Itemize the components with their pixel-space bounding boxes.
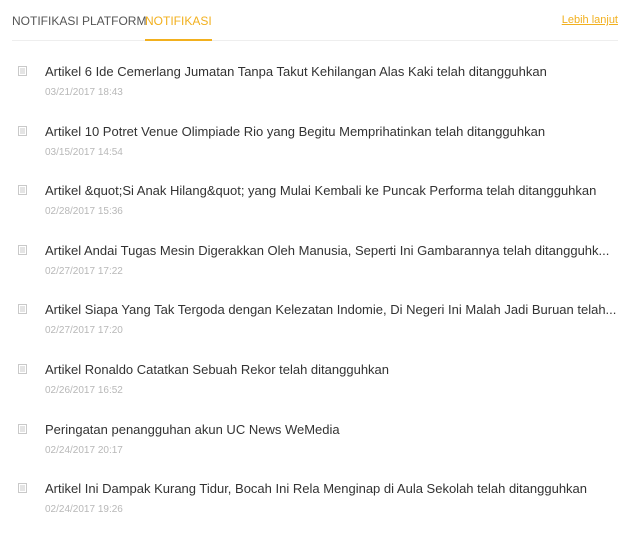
notification-timestamp: 02/24/2017 19:26	[45, 504, 123, 516]
notification-timestamp: 02/27/2017 17:20	[45, 325, 123, 337]
document-icon	[18, 185, 27, 195]
notification-title: Artikel Siapa Yang Tak Tergoda dengan Kelezatan Indomie, Di Negeri Ini Malah Jadi Buruan telah...	[45, 302, 617, 318]
notification-item[interactable]	[0, 118, 626, 178]
notification-title: Artikel Andai Tugas Mesin Digerakkan Oleh Manusia, Seperti Ini Gambarannya telah ditangguhk...	[45, 242, 610, 258]
notification-item[interactable]	[0, 296, 626, 356]
document-icon	[18, 364, 27, 374]
notification-item[interactable]	[0, 237, 626, 297]
document-icon	[18, 126, 27, 136]
document-icon	[18, 304, 27, 314]
tab-notifications[interactable]: NOTIFIKASI	[145, 14, 212, 28]
notification-header	[12, 0, 618, 41]
notification-title: Peringatan penangguhan akun UC News WeMedia	[45, 421, 340, 437]
document-icon	[18, 245, 27, 255]
notification-item[interactable]	[0, 177, 626, 237]
notification-item[interactable]	[0, 58, 626, 118]
notification-timestamp: 02/27/2017 17:22	[45, 265, 123, 277]
see-more-link[interactable]: Lebih lanjut	[561, 14, 618, 26]
notification-timestamp: 02/28/2017 15:36	[45, 206, 123, 218]
notification-list	[0, 58, 626, 535]
document-icon	[18, 483, 27, 493]
notification-title: Artikel 10 Potret Venue Olimpiade Rio yang Begitu Memprihatinkan telah ditangguhkan	[45, 123, 546, 139]
tab-platform-notifications[interactable]: NOTIFIKASI PLATFORM	[12, 14, 147, 28]
notification-title: Artikel 6 Ide Cemerlang Jumatan Tanpa Takut Kehilangan Alas Kaki telah ditangguhkan	[45, 64, 547, 79]
notification-timestamp: 03/21/2017 18:43	[45, 87, 123, 98]
document-icon	[18, 424, 27, 434]
notification-title: Artikel Ini Dampak Kurang Tidur, Bocah Ini Rela Menginap di Aula Sekolah telah ditangguhkan	[45, 481, 588, 497]
notification-timestamp: 02/26/2017 16:52	[45, 384, 123, 396]
notification-item[interactable]	[0, 416, 626, 476]
notification-item[interactable]	[0, 356, 626, 416]
notification-title: Artikel &quot;Si Anak Hilang&quot; yang Mulai Kembali ke Puncak Performa telah ditangguhkan	[45, 183, 597, 199]
notification-item[interactable]	[0, 475, 626, 535]
notification-title: Artikel Ronaldo Catatkan Sebuah Rekor telah ditangguhkan	[45, 361, 390, 377]
document-icon	[18, 66, 27, 76]
notification-timestamp: 02/24/2017 20:17	[45, 444, 123, 456]
notification-timestamp: 03/15/2017 14:54	[45, 146, 123, 158]
